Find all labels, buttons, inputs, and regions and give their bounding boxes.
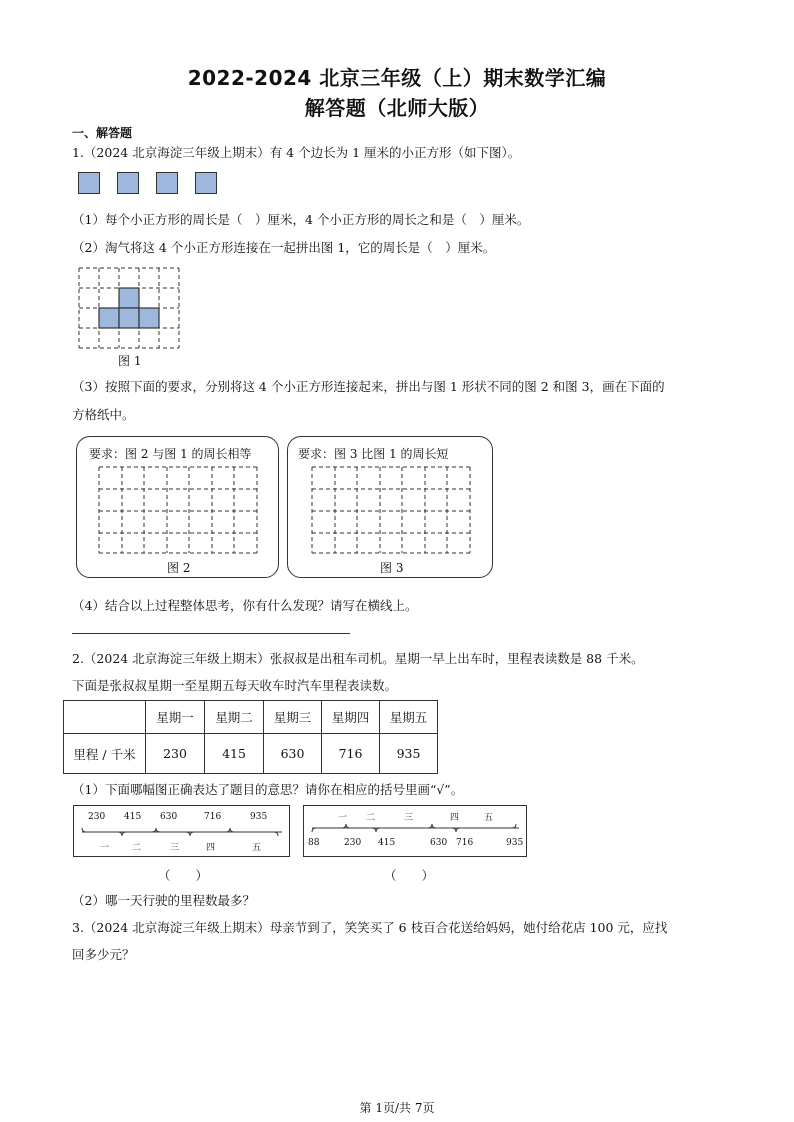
diagram-b-top-label: 二: [366, 813, 376, 823]
figure-3-box: [287, 436, 493, 578]
diagram-a-top-label: 230: [88, 812, 106, 822]
q1-part1: （1）每个小正方形的周长是（ ）厘米，4 个小正方形的周长之和是（ ）厘米。: [72, 212, 530, 227]
q2-stem-line2: 下面是张叔叔星期一至星期五每天收车时汽车里程表读数。: [72, 678, 398, 693]
diagram-a-bottom-label: 五: [252, 843, 262, 853]
diagram-a-bottom-label: 四: [206, 843, 216, 853]
section-heading: 一、解答题: [72, 126, 133, 140]
q2-part1: （1）下面哪幅图正确表达了题目的意思？请你在相应的括号里画“√”。: [72, 782, 464, 797]
q2-stem-line1: 2.（2024 北京海淀三年级上期末）张叔叔是出租车司机。星期一早上出车时，里程表读数是 88 千米。: [72, 651, 644, 666]
diagram-a-bottom-label: 一: [100, 843, 110, 853]
diagram-b-top-label: 一: [338, 813, 348, 823]
table-header-cell: 星期四: [322, 701, 380, 734]
diagram-b: [303, 805, 527, 857]
diagram-b-bottom-label: 935: [506, 838, 524, 848]
q1-part3-line2: 方格纸中。: [72, 407, 135, 422]
diagram-b-top-label: 三: [404, 813, 414, 823]
diagram-b-bottom-label: 88: [308, 838, 320, 848]
unit-square: [78, 172, 100, 194]
odometer-table: [63, 700, 438, 774]
figure-3-grid[interactable]: [310, 465, 475, 557]
table-header-cell: 星期三: [264, 701, 322, 734]
figure-2-grid[interactable]: [97, 465, 262, 557]
q1-stem: 1.（2024 北京海淀三年级上期末）有 4 个边长为 1 厘米的小正方形（如下图）。: [72, 145, 521, 160]
q2-part2: （2）哪一天行驶的里程数最多？: [72, 893, 255, 908]
diagram-a-bottom-label: 三: [170, 843, 180, 853]
diagram-a-top-label: 716: [204, 812, 222, 822]
q3-line2: 回多少元？: [72, 947, 135, 962]
diagram-a: [73, 805, 290, 857]
figure-2-box: [76, 436, 279, 578]
table-header-cell: 星期一: [146, 701, 205, 734]
table-cell: 415: [205, 734, 264, 774]
diagram-a-top-label: 935: [250, 812, 268, 822]
doc-title-line2: 解答题（北师大版）: [304, 96, 490, 120]
diagram-b-bottom-label: 630: [430, 838, 448, 848]
table-cell: 230: [146, 734, 205, 774]
diagram-a-top-label: 415: [124, 812, 142, 822]
q1-part4: （4）结合以上过程整体思考，你有什么发现？请写在横线上。: [72, 598, 418, 613]
page-footer: 第 1页/共 7页: [359, 1101, 435, 1115]
q1-part3-line1: （3）按照下面的要求，分别将这 4 个小正方形连接起来，拼出与图 1 形状不同的图 2 和图 3，画在下面的: [72, 379, 665, 394]
figure-2-requirement: 要求：图 2 与图 1 的周长相等: [89, 447, 252, 461]
figure-2-caption: 图 2: [167, 561, 191, 575]
table-header-cell: 星期二: [205, 701, 264, 734]
figure-3-caption: 图 3: [380, 561, 404, 575]
figure-3-requirement: 要求：图 3 比图 1 的周长短: [298, 447, 449, 461]
row-label-cell: 里程 / 千米: [64, 734, 146, 774]
table-cell: 716: [322, 734, 380, 774]
diagram-b-answer-bracket[interactable]: （ ）: [384, 868, 435, 883]
figure-1-caption: 图 1: [118, 354, 142, 368]
diagram-a-bottom-label: 二: [132, 843, 142, 853]
table-row: [64, 734, 438, 774]
doc-title-line1: 2022-2024 北京三年级（上）期末数学汇编: [187, 66, 607, 90]
unit-square: [117, 172, 139, 194]
q1-part2: （2）淘气将这 4 个小正方形连接在一起拼出图 1，它的周长是（ ）厘米。: [72, 240, 496, 255]
diagram-a-top-label: 630: [160, 812, 178, 822]
diagram-b-bottom-label: 230: [344, 838, 362, 848]
unit-square: [195, 172, 217, 194]
diagram-b-bottom-label: 716: [456, 838, 474, 848]
unit-square: [156, 172, 178, 194]
diagram-b-bottom-label: 415: [378, 838, 396, 848]
diagram-b-top-label: 四: [450, 813, 460, 823]
table-cell: 935: [380, 734, 438, 774]
table-header-cell: 星期五: [380, 701, 438, 734]
table-header-row: [64, 701, 438, 734]
q3-line1: 3.（2024 北京海淀三年级上期末）母亲节到了，笑笑买了 6 枝百合花送给妈妈，她付给花店 100 元，应找: [72, 920, 668, 935]
four-squares: [78, 172, 228, 198]
figure-1: [76, 265, 186, 355]
table-cell: 630: [264, 734, 322, 774]
diagram-a-answer-bracket[interactable]: （ ）: [158, 868, 209, 883]
table-header-cell: [64, 701, 146, 734]
answer-line[interactable]: [72, 633, 350, 634]
diagram-b-top-label: 五: [484, 813, 494, 823]
